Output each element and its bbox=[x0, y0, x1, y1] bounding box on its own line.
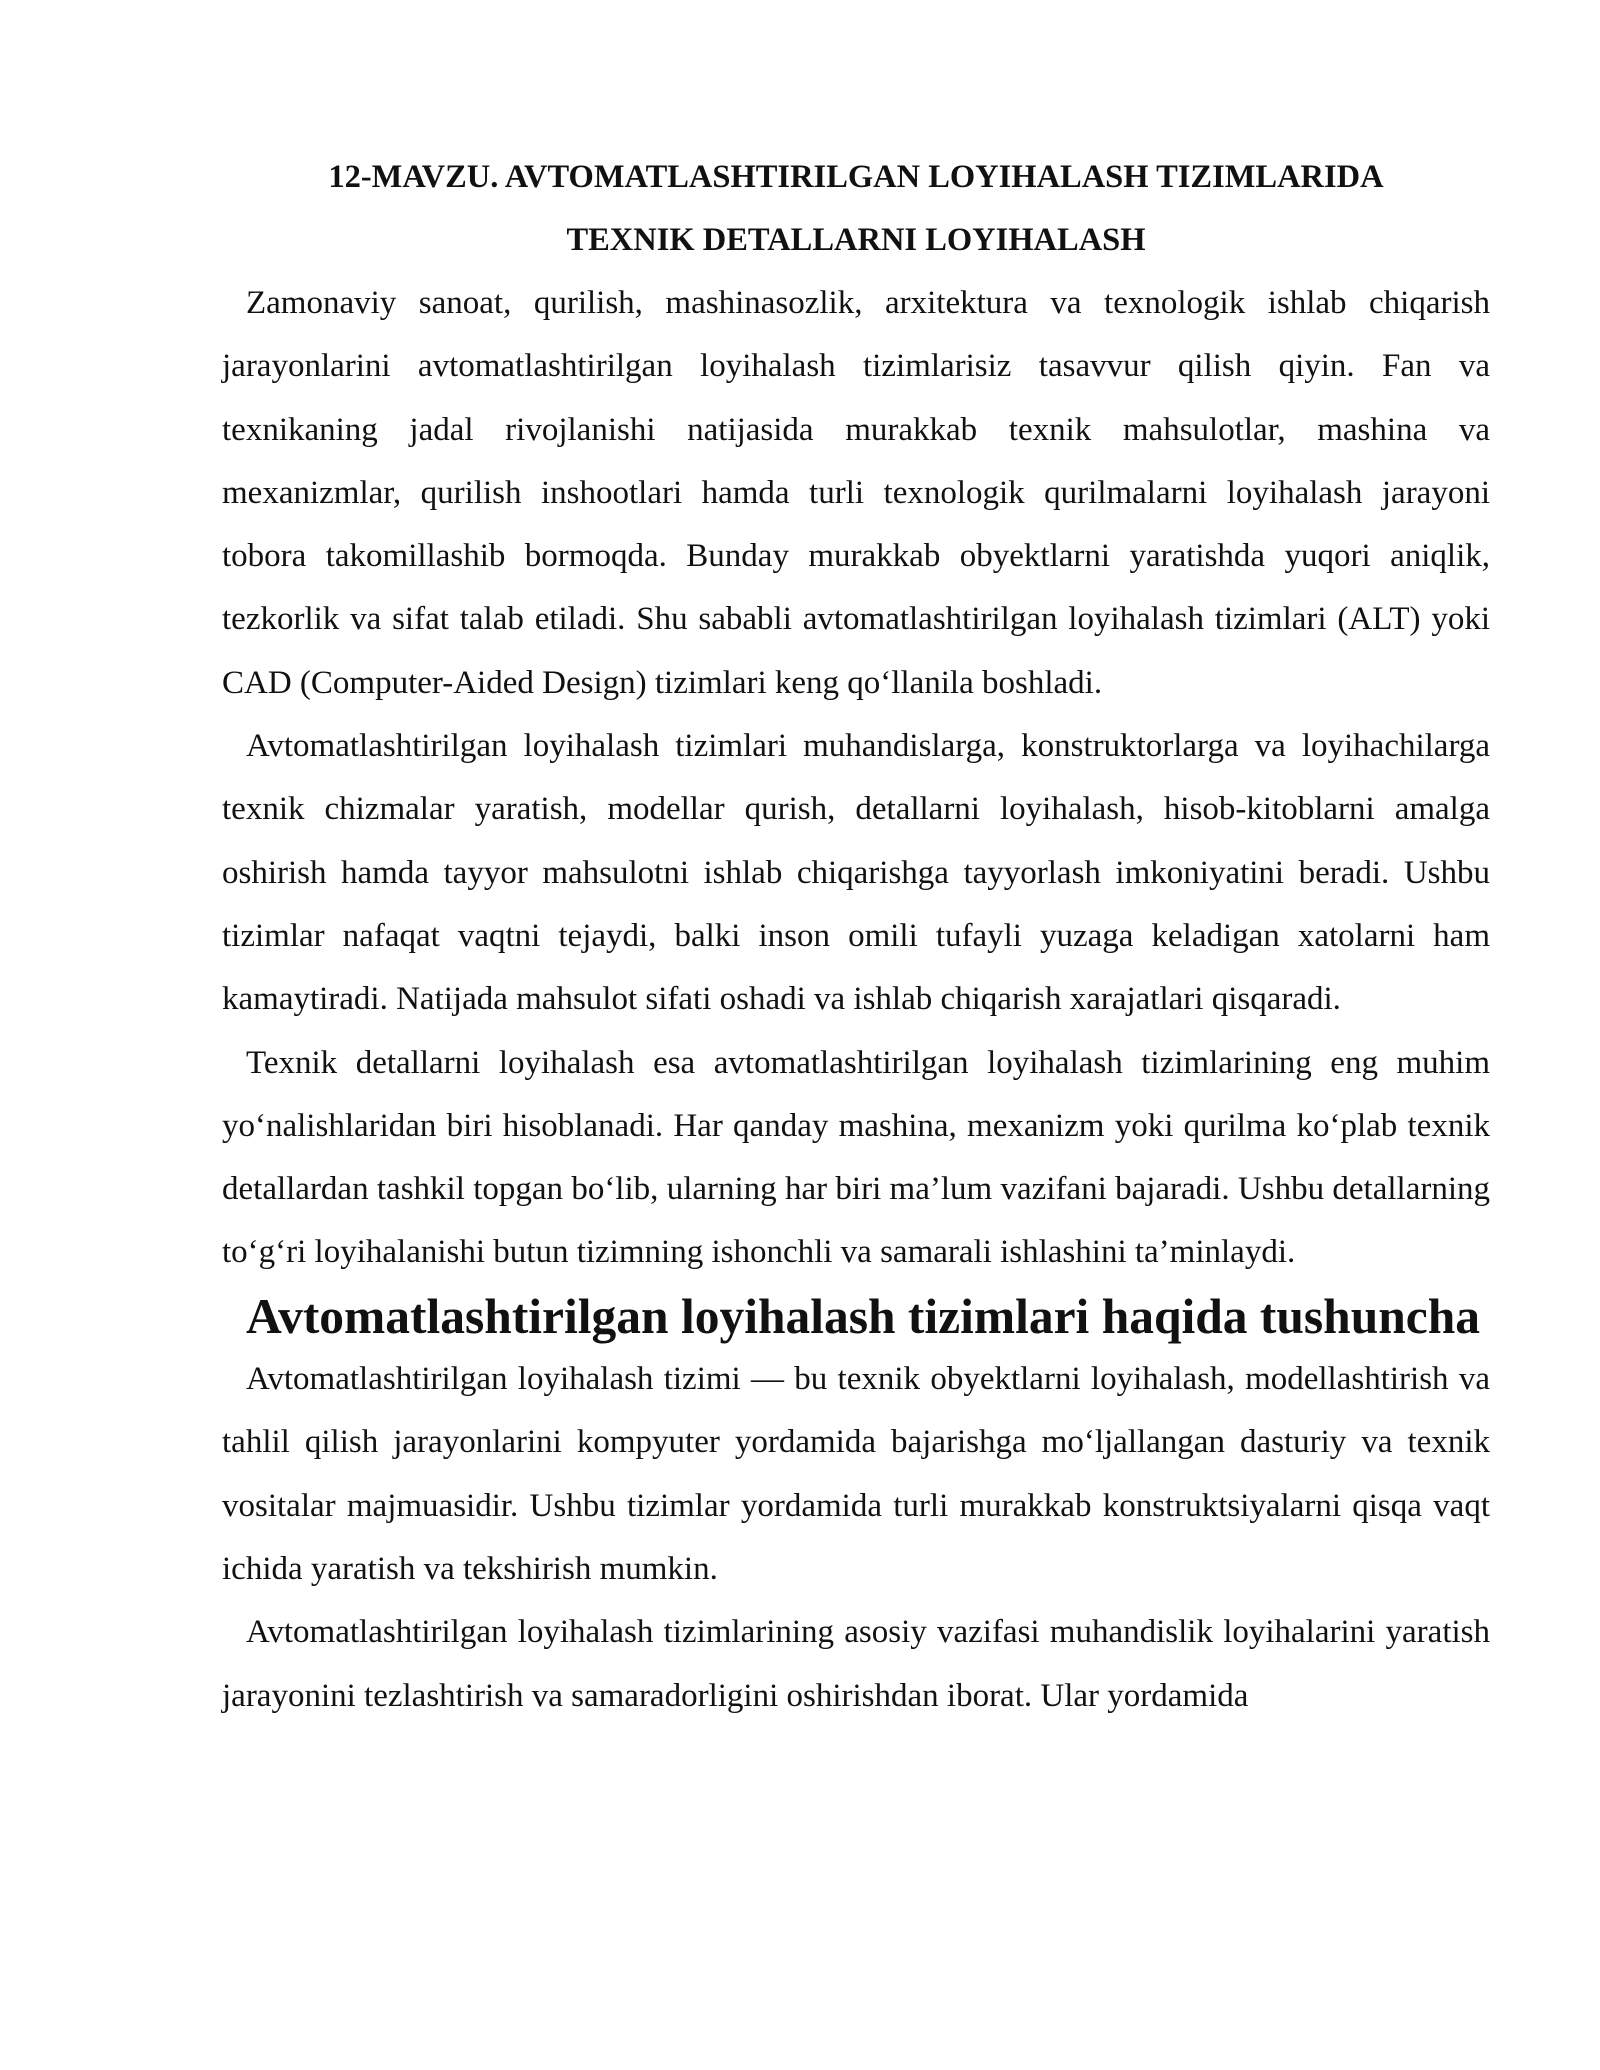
paragraph-3: Texnik detallarni loyihalash esa avtomatlashtirilgan loyihalash tizimlarining eng muhim yo‘nalishlaridan biri hisoblanadi. Har qanday mashina, mexanizm yoki qurilma ko‘plab texnik detallardan tashkil topgan bo‘lib, ularning har biri ma’lum vazifani bajaradi. Ushbu detallarning to‘g‘ri loyihalanishi butun tizimning ishonchli va samarali ishlashini ta’minlaydi. bbox=[222, 1044, 1490, 1271]
title-line-2: TEXNIK DETALLARNI LOYIHALASH bbox=[566, 222, 1146, 258]
paragraph-5: Avtomatlashtirilgan loyihalash tizimlarining asosiy vazifasi muhandislik loyihalarini yaratish jarayonini tezlashtirish va samaradorligini oshirishdan iborat. Ular yordamida bbox=[222, 1614, 1490, 1714]
document-page bbox=[222, 146, 1490, 1728]
document-title bbox=[222, 146, 1490, 272]
paragraph-2: Avtomatlashtirilgan loyihalash tizimlari muhandislarga, konstruktorlarga va loyihachilarga texnik chizmalar yaratish, modellar qurish, detallarni loyihalash, hisob-kitoblarni amalga oshirish hamda tayyor mahsulotni ishlab chiqarishga tayyorlash imkoniyatini beradi. Ushbu tizimlar nafaqat vaqtni tejaydi, balki inson omili tufayli yuzaga keladigan xatolarni ham kamaytiradi. Natijada mahsulot sifati oshadi va ishlab chiqarish xarajatlari qisqaradi. bbox=[222, 728, 1490, 1018]
paragraph-1: Zamonaviy sanoat, qurilish, mashinasozlik, arxitektura va texnologik ishlab chiqarish jarayonlarini avtomatlashtirilgan loyihalash tizimlarisiz tasavvur qilish qiyin. Fan va texnikaning jadal rivojlanishi natijasida murakkab texnik mahsulotlar, mashina va mexanizmlar, qurilish inshootlari hamda turli texnologik qurilmalarni loyihalash jarayoni tobora takomillashib bormoqda. Bunday murakkab obyektlarni yaratishda yuqori aniqlik, tezkorlik va sifat talab etiladi. Shu sababli avtomatlashtirilgan loyihalash tizimlari (ALT) yoki CAD (Computer-Aided Design) tizimlari keng qo‘llanila boshladi. bbox=[222, 285, 1490, 701]
title-line-1: 12-MAVZU. AVTOMATLASHTIRILGAN LOYIHALASH TIZIMLARIDA bbox=[328, 159, 1384, 195]
paragraph-4: Avtomatlashtirilgan loyihalash tizimi — bu texnik obyektlarni loyihalash, modellashtirish va tahlil qilish jarayonlarini kompyuter yordamida bajarishga mo‘ljallangan dasturiy va texnik vositalar majmuasidir. Ushbu tizimlar yordamida turli murakkab konstruktsiyalarni qisqa vaqt ichida yaratish va tekshirish mumkin. bbox=[222, 1361, 1490, 1587]
section-heading: Avtomatlashtirilgan loyihalash tizimlari haqida tushuncha bbox=[246, 1288, 1481, 1344]
